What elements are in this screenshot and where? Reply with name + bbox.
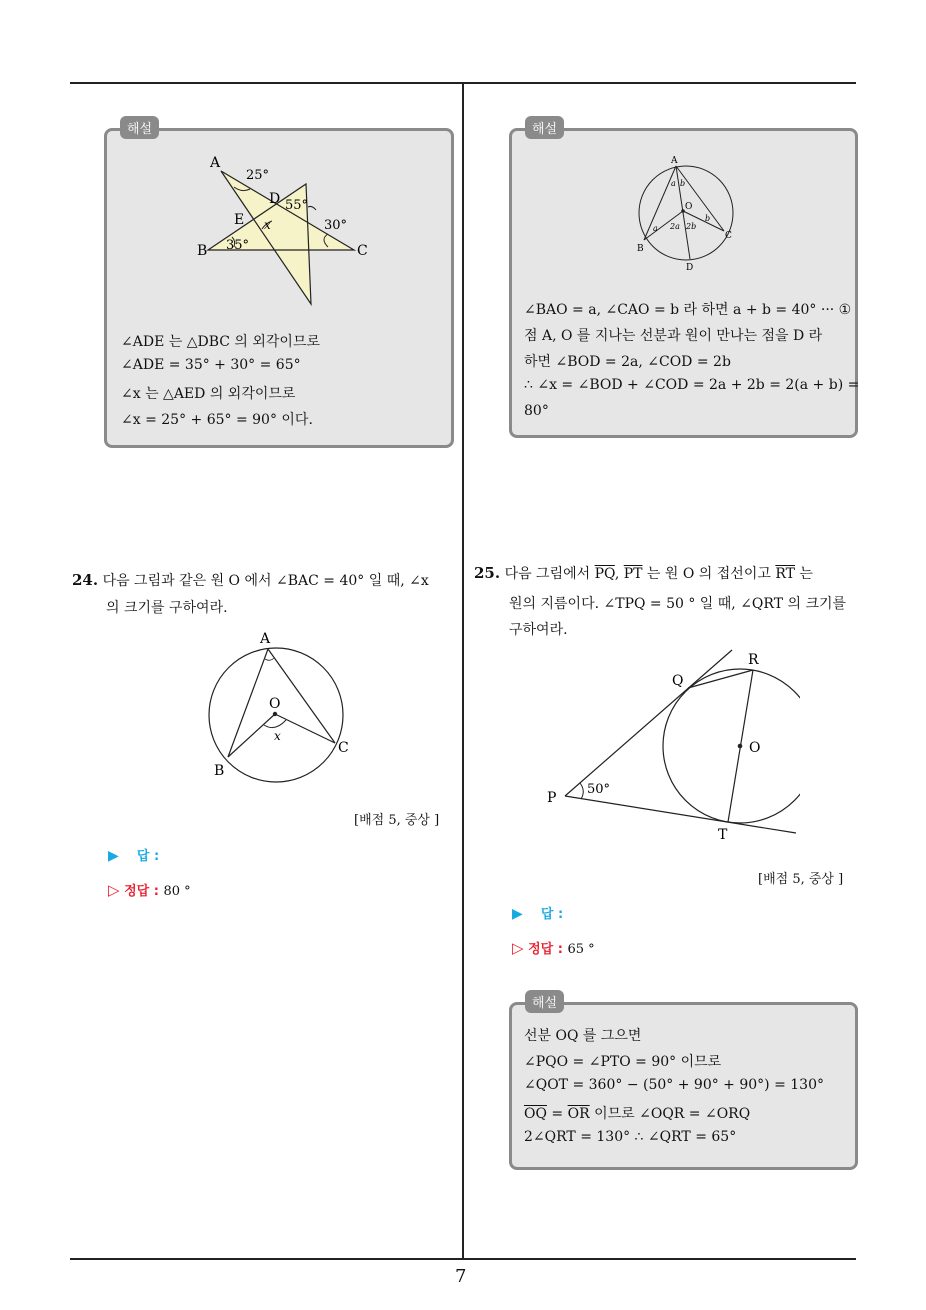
angle-35: 35° [226, 238, 250, 253]
solution-text: 이므로 ∠OQR = ∠ORQ [589, 1106, 751, 1122]
label-B: B [214, 763, 225, 779]
q24-circle-figure [198, 628, 358, 788]
question-text-line3: 구하여라. [509, 622, 568, 638]
label-b2: b [705, 214, 711, 223]
question-text: 는 원 O 의 접선이고 [642, 566, 776, 582]
label-O: O [269, 696, 281, 712]
label-E: E [234, 212, 245, 228]
label-O: O [685, 202, 693, 212]
label-C: C [357, 243, 368, 259]
solution-tag: 해설 [525, 116, 564, 139]
question-24-text [72, 570, 429, 590]
segment-or: $\overline{OR}$ [567, 1106, 590, 1122]
solution-line: 하면 ∠BOD = 2a, ∠COD = 2b [524, 354, 731, 370]
correct-label: 정답 : [124, 884, 159, 899]
question-text-line2: 원의 지름이다. ∠TPQ = 50 ° 일 때, ∠QRT 의 크기를 [509, 596, 847, 612]
question-text-line1: 다음 그림과 같은 원 O 에서 ∠BAC = 40° 일 때, ∠x [102, 573, 429, 589]
solution-line: ∴ ∠x = ∠BOD + ∠COD = 2a + 2b = 2(a + b) = [524, 377, 860, 393]
right-solution-box [509, 128, 858, 438]
correct-answer-row [512, 938, 595, 957]
question-text: 다음 그림에서 [504, 566, 595, 582]
answer-label: 답 : [540, 907, 564, 922]
angle-50: 50° [587, 782, 611, 797]
solution-tag: 해설 [525, 990, 564, 1013]
label-T: T [718, 827, 728, 843]
solution-line: ∠ADE 는 △DBC 의 외각이므로 [121, 334, 321, 350]
solution-line: ∠ADE = 35° + 30° = 65° [121, 357, 301, 373]
ray-pt: $\overline{PT}$ [623, 566, 643, 582]
left-solution-box [104, 128, 454, 448]
label-D: D [686, 263, 694, 273]
question-number: 24. [72, 571, 99, 589]
label-D: D [269, 191, 281, 207]
solution-line: 2∠QRT = 130° ∴ ∠QRT = 65° [524, 1129, 737, 1145]
label-2a: 2a [670, 222, 680, 231]
score-label: [배점 5, 중상 ] [758, 872, 844, 887]
label-2b: 2b [686, 222, 697, 231]
label-A: A [671, 156, 678, 166]
angle-25: 25° [246, 168, 270, 183]
label-a2: a [653, 224, 658, 233]
segment-oq: $\overline{OQ}$ [524, 1106, 547, 1122]
question-text-line2: 의 크기를 구하여라. [106, 600, 228, 616]
play-icon: ▶ [108, 848, 119, 864]
solution-line: ∠BAO = a, ∠CAO = b 라 하면 a + b = 40° ··· ① [524, 302, 852, 318]
solution-line [524, 1103, 750, 1123]
label-P: P [547, 790, 557, 806]
solution-line: ∠QOT = 360° − (50° + 90° + 90°) = 130° [524, 1077, 824, 1093]
score-label: [배점 5, 중상 ] [354, 813, 440, 828]
question-text: 는 [794, 566, 813, 582]
solution-line: 점 A, O 를 지나는 선분과 원이 만나는 점을 D 라 [524, 328, 823, 344]
solution-tag: 해설 [120, 116, 159, 139]
label-R: R [748, 652, 759, 668]
label-x: x [274, 729, 281, 743]
q25-tangent-figure [540, 645, 800, 845]
solution-line: 선분 OQ 를 그으면 [524, 1028, 642, 1044]
bottom-rule [70, 1258, 856, 1260]
label-B: B [197, 243, 208, 259]
answer-label: 답 : [136, 849, 160, 864]
page-number: 7 [455, 1266, 467, 1287]
label-Q: Q [672, 673, 684, 689]
angle-55: 55° [285, 198, 309, 213]
correct-label: 정답 : [528, 942, 563, 957]
label-O: O [749, 740, 761, 756]
label-C: C [725, 231, 732, 241]
q25-solution-box [509, 1002, 858, 1170]
solution-text: = [546, 1106, 568, 1122]
label-C: C [338, 740, 349, 756]
solution-line: ∠x 는 △AED 의 외각이므로 [121, 386, 296, 402]
label-A: A [260, 631, 271, 647]
solution-line: ∠PQO = ∠PTO = 90° 이므로 [524, 1054, 722, 1070]
question-25-text [474, 563, 813, 583]
segment-rt: $\overline{RT}$ [775, 566, 795, 582]
correct-value: 65 ° [567, 942, 595, 957]
star-figure [194, 149, 394, 329]
play-icon: ▶ [512, 906, 523, 922]
angle-30: 30° [324, 218, 348, 233]
outline-play-icon: ▷ [108, 881, 120, 899]
ray-pq: $\overline{PQ}$ [594, 566, 615, 582]
label-B: B [637, 244, 644, 254]
correct-value: 80 ° [163, 884, 191, 899]
correct-answer-row [108, 880, 191, 899]
solution-line: ∠x = 25° + 65° = 90° 이다. [121, 412, 313, 428]
label-A: A [210, 155, 221, 171]
label-b: b [680, 179, 686, 188]
solution-line: 80° [524, 403, 549, 419]
label-a: a [671, 179, 676, 188]
answer-row [512, 903, 563, 922]
answer-row [108, 845, 159, 864]
question-number: 25. [474, 564, 501, 582]
circle-figure-small [624, 153, 744, 273]
label-x: x [264, 218, 271, 232]
outline-play-icon: ▷ [512, 939, 524, 957]
question-text: , [614, 566, 624, 582]
column-divider [462, 82, 464, 1260]
